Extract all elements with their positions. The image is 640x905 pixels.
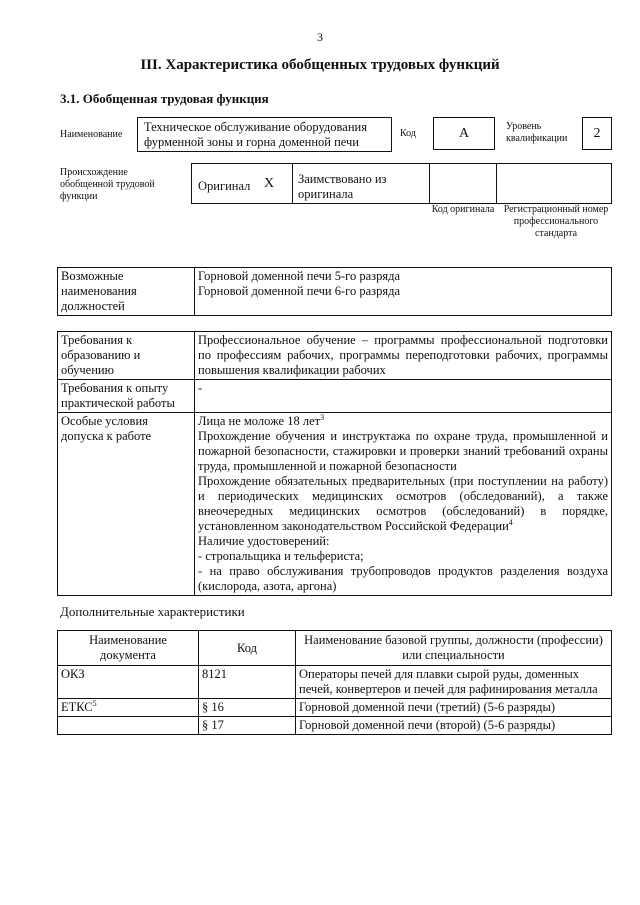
original-box	[191, 163, 293, 204]
experience-label: Требования к опыту практической работы	[58, 380, 195, 413]
original-label: Оригинал	[198, 179, 251, 193]
row-name: Горновой доменной печи (третий) (5-6 разряды)	[296, 699, 612, 717]
footnote-ref: 5	[92, 698, 97, 708]
col-code-header: Код	[199, 631, 296, 666]
education-value: Профессиональное обучение – программы профессиональной подготовки по профессиям рабочих, программы переподготовки рабочих, программы повышения квалификации рабочих	[195, 332, 612, 380]
positions-values	[195, 268, 612, 316]
page-number: 3	[317, 30, 323, 44]
row-code: § 16	[199, 699, 296, 717]
experience-value: -	[195, 380, 612, 413]
code-original-box	[429, 163, 497, 204]
subsection-title: 3.1. Обобщенная трудовая функция	[60, 91, 269, 106]
original-mark: Х	[264, 176, 275, 191]
borrowed-label: Заимствовано из оригинала	[298, 172, 387, 201]
row-code: 8121	[199, 666, 296, 699]
code-label: Код	[400, 128, 416, 139]
special-age: Лица не моложе 18 лет$^3$	[198, 412, 325, 428]
table-row	[58, 717, 612, 735]
special-certificates: Наличие удостоверений:	[198, 534, 330, 548]
footnote-ref: 3	[320, 412, 325, 422]
borrowed-box	[292, 163, 430, 204]
table-row	[58, 699, 612, 717]
col-name-header: Наименование базовой группы, должности (профессии) или специальности	[296, 631, 612, 666]
table-row	[58, 666, 612, 699]
special-training: Прохождение обучения и инструктажа по охране труда, промышленной и пожарной безопасности, стажировки и проверки знаний требований охраны труда, промышленной и пожарной безопасности	[198, 429, 608, 473]
row-doc: ЕТКС$^5$	[58, 699, 199, 717]
row-doc: ОКЗ	[58, 666, 199, 699]
special-value	[195, 413, 612, 596]
footnote-ref: 4	[508, 517, 513, 527]
reg-number-box	[496, 163, 612, 204]
code-box	[433, 117, 495, 150]
additional-title: Дополнительные характеристики	[60, 604, 245, 619]
positions-label: Возможные наименования должностей	[58, 268, 195, 316]
requirements-table	[57, 331, 612, 596]
education-label: Требования к образованию и обучению	[58, 332, 195, 380]
origin-label: Происхождение обобщенной трудовой функции	[60, 167, 155, 202]
positions-table	[57, 267, 612, 316]
code-original-label: Код оригинала	[431, 204, 495, 215]
name-label: Наименование	[60, 129, 123, 140]
row-doc	[58, 717, 199, 735]
row-code: § 17	[199, 717, 296, 735]
position-item: Горновой доменной печи 5-го разряда	[198, 269, 400, 283]
level-label: Уровень квалификации	[506, 121, 568, 144]
additional-table	[57, 630, 612, 735]
row-name: Горновой доменной печи (второй) (5-6 разряды)	[296, 717, 612, 735]
name-box	[137, 117, 392, 152]
col-doc-header: Наименование документа	[58, 631, 199, 666]
special-cert-item: - стропальщика и тельфериста;	[198, 549, 364, 563]
special-cert-item: - на право обслуживания трубопроводов продуктов разделения воздуха (кислорода, азота, аргона)	[198, 564, 608, 593]
special-label: Особые условия допуска к работе	[58, 413, 195, 596]
level-box	[582, 117, 612, 150]
code-value: А	[458, 126, 470, 141]
reg-number-label: Регистрационный номер профессионального стандарта	[503, 204, 609, 239]
special-medical: Прохождение обязательных предварительных (при поступлении на работу) и периодических медицинских осмотров (обследований), а также внеочередных медицинских осмотров (обследований) в порядке, установленном законодательством Российской Федерации$^4$	[198, 474, 608, 533]
name-value: Техническое обслуживание оборудования фурменной зоны и горна доменной печи	[144, 120, 367, 149]
level-value: 2	[593, 126, 601, 141]
position-item: Горновой доменной печи 6-го разряда	[198, 284, 400, 298]
row-name: Операторы печей для плавки сырой руды, доменных печей, конвертеров и печей для рафинирования металла	[296, 666, 612, 699]
section-title: III. Характеристика обобщенных трудовых функций	[140, 57, 500, 73]
